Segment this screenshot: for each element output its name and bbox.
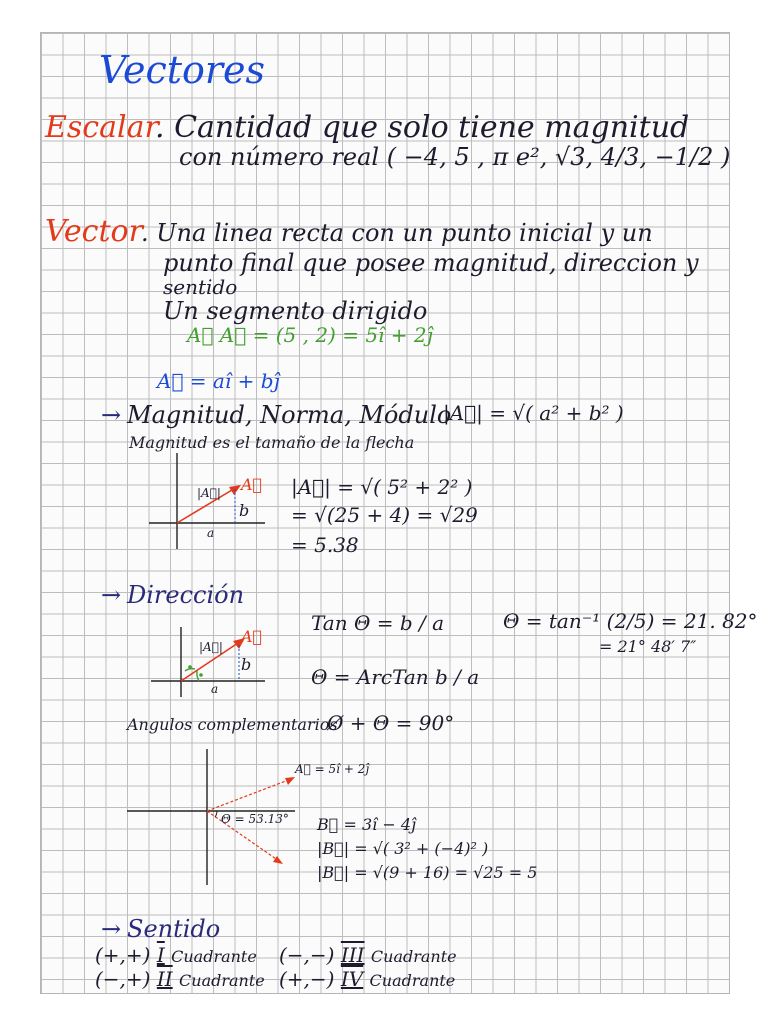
magnitud-diagram-side-a: a [207,526,215,540]
angulos-vector-b-label: B⃗ = 3î − 4ĵ [317,815,416,834]
angulos-mag-b-1: |B⃗| = √( 3² + (−4)² ) [317,839,489,858]
page-title: Vectores [99,48,266,92]
escalar-definition-line1: . Cantidad que solo tiene magnitud [155,110,690,145]
vector-formula: A⃗ = aî + bĵ [157,369,280,393]
magnitud-calc-1: |A⃗| = √( 5² + 2² ) [291,475,473,499]
sentido-row-2 [95,969,265,989]
direccion-arrow: → [101,581,122,609]
magnitud-calc-3: = 5.38 [291,533,359,557]
direccion-arctan-formula: Θ = ArcTan b / a [311,665,480,689]
sentido-word: Cuadrante [179,971,265,990]
magnitud-heading: Magnitud, Norma, Módulo [127,401,452,429]
escalar-definition-line2: con número real ( −4, 5 , π e², √3, 4/3, −1/2 ) [179,143,731,171]
angulos-mag-b-2: |B⃗| = √(9 + 16) = √25 = 5 [317,863,538,882]
theta-angle-arc [215,811,217,817]
magnitud-diagram [141,449,271,559]
direccion-theta-calc: Θ = tan⁻¹ (2/5) = 21. 82° [503,609,758,633]
vector-example: A⃗ A⃗ = (5 , 2) = 5î + 2ĵ [187,323,433,347]
sentido-quadrant-numeral: II [156,967,173,991]
angulos-theta-label: Θ = 53.13° [221,812,289,826]
vector-definition-line1: . Una linea recta con un punto inicial y un [141,219,653,247]
sentido-quadrant-numeral: IV [340,967,364,991]
angulos-vector-a-label: A⃗ = 5î + 2ĵ [295,762,370,776]
direccion-diagram-mag-label: |A⃗| [199,640,223,654]
sentido-signs: (−,−) [279,943,335,967]
vector-a-arrow [207,779,291,811]
sentido-word: Cuadrante [369,971,456,990]
phi-angle-arc [185,669,195,671]
magnitud-diagram-side-b: b [239,501,250,520]
vector-term: Vector [45,214,143,249]
magnitud-diagram-vec-label: A⃗ [241,475,263,494]
sentido-quadrant-numeral: III [340,943,365,967]
theta-angle-arc [197,671,199,681]
magnitud-calc-2: = √(25 + 4) = √29 [291,503,478,527]
phi-angle-dot [188,665,192,669]
sentido-row-4 [279,969,455,989]
sentido-row-1 [95,945,257,965]
sentido-word: Cuadrante [370,947,457,966]
magnitud-formula: |A⃗| = √( a² + b² ) [443,401,624,425]
grid-paper [40,32,758,994]
vector-segment-line: Un segmento dirigido [163,297,428,325]
direccion-diagram-side-a: a [211,682,219,696]
sentido-quadrant-numeral: I [156,943,165,967]
sentido-signs: (+,+) [95,943,151,967]
sentido-arrow: → [101,915,122,943]
theta-angle-dot [199,673,203,677]
vector-a-arrowhead [285,777,295,785]
magnitud-arrow: → [101,401,122,429]
sentido-heading: Sentido [127,915,221,943]
magnitud-note: Magnitud es el tamaño de la flecha [129,433,415,452]
direccion-diagram-vec-label: A⃗ [241,627,263,646]
direccion-tan-formula: Tan Θ = b / a [311,611,444,635]
vector-definition-line3: sentido [163,275,238,299]
direccion-diagram-side-b: b [241,655,252,674]
angulos-formula: Ø + Θ = 90° [327,711,455,735]
sentido-row-3 [279,945,457,965]
vector-definition-line2: punto final que posee magnitud, direccion y [163,249,699,277]
sentido-word: Cuadrante [171,947,257,966]
direccion-theta-dms: = 21° 48′ 7″ [599,637,697,656]
direccion-heading: Dirección [127,581,245,609]
angulos-label: Angulos complementarios [127,715,338,734]
escalar-term: Escalar [45,110,159,145]
sentido-signs: (−,+) [95,967,151,991]
magnitud-diagram-mag-label: |A⃗| [197,486,221,500]
sentido-signs: (+,−) [279,967,335,991]
